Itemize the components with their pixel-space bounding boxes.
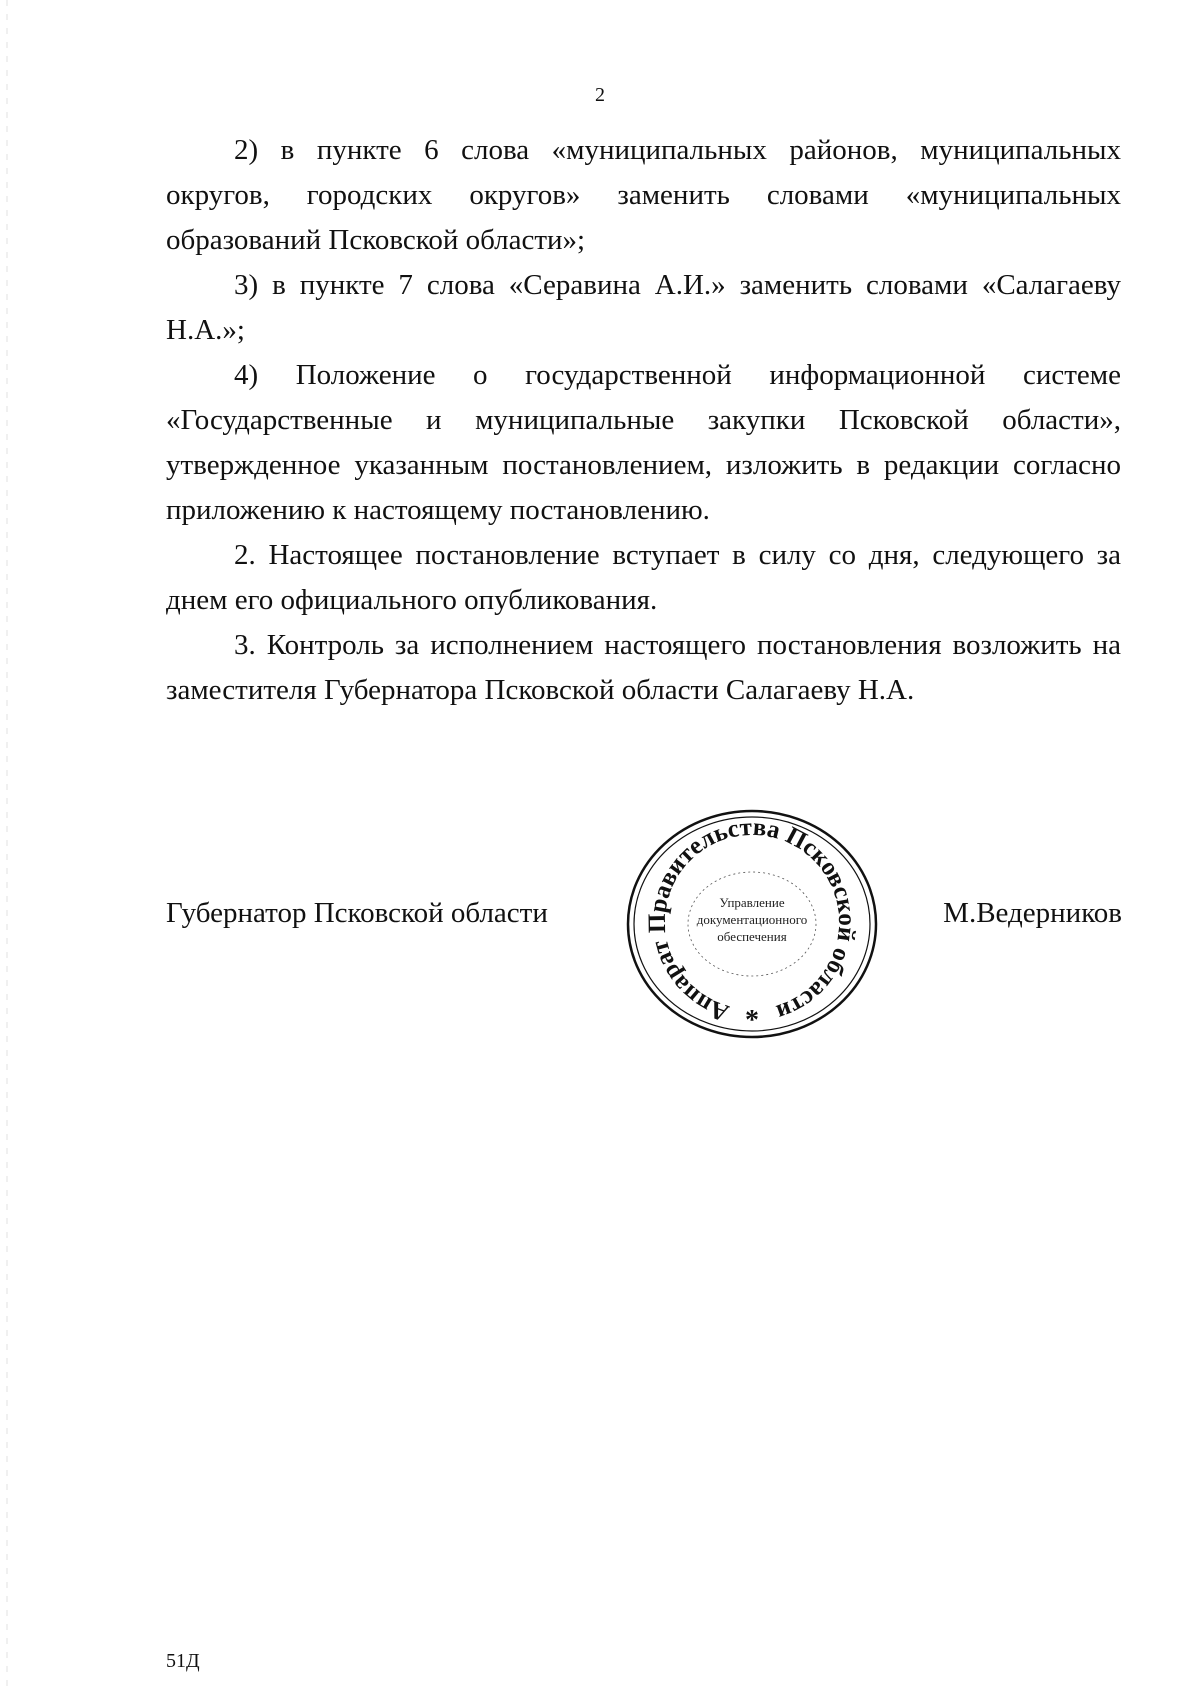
signatory-title: Губернатор Псковской области [166,897,548,929]
stamp-center-line-3: обеспечения [717,929,787,944]
document-body [166,128,1121,713]
paragraph-item-4: 4) Положение о государственной информационной системе «Государственные и муниципальные закупки Псковской области», утвержденное указанным постановлением, изложить в редакции согласно приложению к настоящему постановлению. [166,359,1121,526]
paragraph-clause-2: 2. Настоящее постановление вступает в силу со дня, следующего за днем его официального опубликования. [166,539,1121,616]
document-code: 51Д [166,1650,200,1672]
stamp-ring-text: Аппарат Правительства Псковской области [643,813,861,1027]
stamp-center-line-1: Управление [719,895,785,910]
official-stamp [624,807,880,1041]
stamp-center-line-2: документационного [696,912,808,927]
paragraph-item-3: 3) в пункте 7 слова «Серавина А.И.» заменить словами «Салагаеву Н.А.»; [166,269,1121,346]
signatory-name: М.Ведерников [943,897,1122,929]
stamp-star-icon: * [745,1005,759,1036]
paragraph-clause-3: 3. Контроль за исполнением настоящего постановления возложить на заместителя Губернатора Псковской области Салагаеву Н.А. [166,629,1121,706]
scan-edge [6,0,8,1686]
paragraph-item-2: 2) в пункте 6 слова «муниципальных районов, муниципальных округов, городских округов» заменить словами «муниципальных образований Псковской области»; [166,134,1121,256]
page-number: 2 [595,84,605,106]
signature-block [0,897,1200,937]
